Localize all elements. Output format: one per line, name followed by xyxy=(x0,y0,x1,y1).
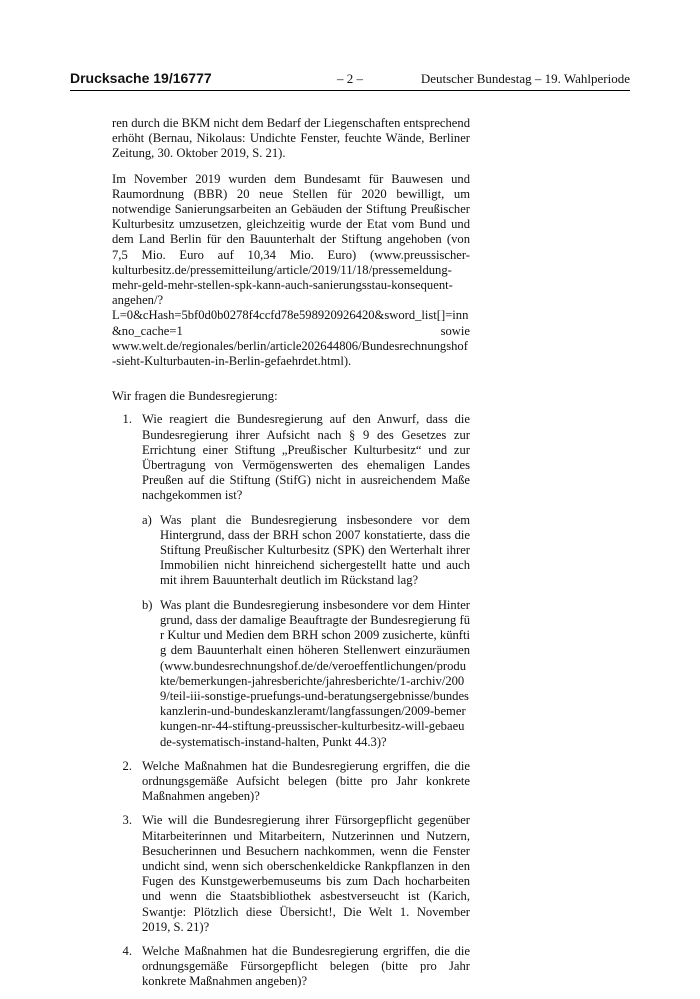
question-number: 1. xyxy=(122,412,132,427)
question-item xyxy=(112,944,470,990)
question-number: 4. xyxy=(122,943,132,958)
parliament-label: Deutscher Bundestag – 19. Wahlperiode xyxy=(420,71,630,86)
question-list xyxy=(112,412,470,989)
page-header xyxy=(70,70,630,92)
question-text: Wie reagiert die Bundesregierung auf den Anwurf, dass die Bundesregierung ihrer Aufsicht nach § 9 des Gesetzes zur Errichtung einer Stiftung „Preußischer Kulturbesitz“ und zur Übertragung von Vermögenswerten des ehemaligen Landes Preußen auf die Stiftung (StifG) nicht in ausreichendem Maße nachgekommen ist? xyxy=(142,412,470,503)
document-label: Drucksache 19/ xyxy=(70,70,173,86)
question-number: 3. xyxy=(122,813,132,828)
paragraph: ren durch die BKM nicht dem Bedarf der Liegenschaften entsprechend erhöht (Bernau, Nikolaus: Undichte Fenster, feuchte Wände, Berliner Zeitung, 30. Oktober 2019, S. 21). xyxy=(112,116,470,161)
question-text: Welche Maßnahmen hat die Bundesregierung ergriffen, die die ordnungsgemäße Aufsicht belegen (bitte pro Jahr konkrete Maßnahmen angeben)? xyxy=(142,758,470,804)
question-item xyxy=(112,412,470,749)
sub-question-item xyxy=(142,513,470,589)
sub-question-text: Was plant die Bundesregierung insbesondere vor dem Hintergrund, dass der damalige Beauftragte der Bundesregierung für Kultur und Medien dem BRH schon 2009 zusicherte, künftig dem Bauunterhalt einen höheren Stellenwert einzuräumen (www.bundesrechnungshof.de/de/veroeffentlichungen/produkte/bemerkungen-jahresberichte/jahresberichte/1-archiv/2009/teil-iii-sonstige-pruefungs-und-beratungsergebnisse/bundeskanzlerin-und-bundeskanzleramt/langfassungen/2009-bemerkungen-nr-44-stiftung-preussischer-kulturbesitz-will-gebaeude-systematisch-instand-halten, Punkt 44.3)? xyxy=(160,597,470,749)
question-text: Welche Maßnahmen hat die Bundesregierung ergriffen, die die ordnungsgemäße Fürsorgepflicht belegen (bitte pro Jahr konkrete Maßnahmen angeben)? xyxy=(142,943,470,989)
sub-question-list xyxy=(142,513,470,750)
sub-question-number: b) xyxy=(142,597,153,612)
document-body xyxy=(112,116,470,999)
header-rule xyxy=(70,90,630,91)
document-id: 16777 xyxy=(172,70,212,86)
questions-intro: Wir fragen die Bundesregierung: xyxy=(112,389,278,404)
sub-question-number: a) xyxy=(142,512,152,527)
paragraph: Im November 2019 wurden dem Bundesamt für Bauwesen und Raumordnung (BBR) 20 neue Stellen für 2020 bewilligt, um notwendige Sanierungsarbeiten an Gebäuden der Stiftung Preußischer Kulturbesitz umzusetzen, gleichzeitig wurde der Etat vom Bund und dem Land Berlin für den Bauunterhalt der Stiftung angehoben (von 7,5 Mio. Euro auf 10,34 Mio. Euro) (www.preussischer-kulturbesitz.de/pressemitteilung/article/2019/11/18/pressemeldung-mehr-geld-mehr-stellen-spk-kann-auch-sanierungsstau-konsequent-angehen/?L=0&cHash=5bf0d0b0278f4ccfd78e598920926420&sword_list[]=inn&no_cache=1 sowie www.welt.de/regionales/berlin/article202644806/Bundesrechnungshof-sieht-Kulturbauten-in-Berlin-gefaehrdet.html). xyxy=(112,171,470,369)
sub-question-text: Was plant die Bundesregierung insbesondere vor dem Hintergrund, dass der BRH schon 2007 konstatierte, dass die Stiftung Preußischer Kulturbesitz (SPK) den Werterhalt ihrer Immobilien nicht hinreichend sichergestellt hatte und auch mit ihrem Bauunterhalt deutlich im Rückstand lag? xyxy=(160,512,470,588)
question-number: 2. xyxy=(122,758,132,773)
question-item xyxy=(112,813,470,935)
page-number: – 2 – xyxy=(337,71,363,86)
sub-question-item xyxy=(142,598,470,750)
question-item xyxy=(112,759,470,805)
question-text: Wie will die Bundesregierung ihrer Fürsorgepflicht gegenüber Mitarbeiterinnen und Mitarbeitern, Nutzerinnen und Nutzern, Besucherinnen und Besuchern nachkommen, wenn die Fenster undicht sind, wenn sich oberschenkeldicke Rankpflanzen in den Fugen des Kunstgewerbemuseums bis zum Dach hocharbeiten und wenn die Staatsbibliothek asbestverseucht ist (Karich, Swantje: Plötzlich diese Übersicht!, Die Welt 1. November 2019, S. 21)? xyxy=(142,813,470,934)
